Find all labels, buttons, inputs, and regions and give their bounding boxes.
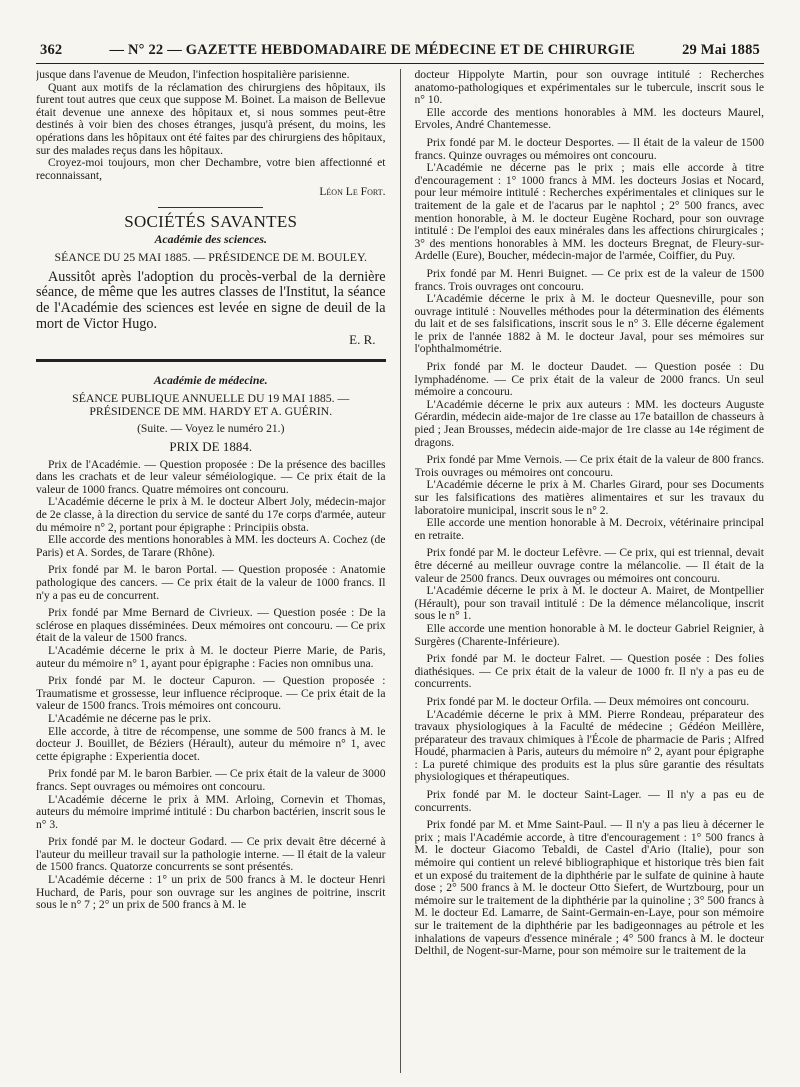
prize-paragraph: Prix de l'Académie. — Question proposée : De la présence des bacilles dans les crachats et de leur valeur séméiologique. — Ce prix était de la valeur de 1000 francs. Quatre mémoires ont concouru. [36, 457, 386, 496]
prize-paragraph: Prix fondé par M. Henri Buignet. — Ce prix est de la valeur de 1500 francs. Trois ouvrages ont concouru. [414, 266, 764, 293]
prize-paragraph: Prix fondé par M. le docteur Godard. — Ce prix devait être décerné à l'auteur du meilleur travail sur la pathologie interne. — Il était de la valeur de 1500 francs. Quatorze concurrents se sont présentés. [36, 835, 386, 874]
prize-year-title: PRIX DE 1884. [169, 439, 253, 455]
prize-paragraph: Elle accorde des mentions honorables à MM. les docteurs Maurel, Ervoles, André Chantemesse. [414, 105, 764, 132]
prize-paragraph: L'Académie décerne le prix à MM. Pierre Rondeau, préparateur des travaux physiologiques à la Faculté de médecine ; Gédéon Meillère, préparateur des travaux chimiques à l'École de pharmacie de Paris ; Alfred Houdé, pharmacien à Paris, auteurs du mémoire n° 2, ayant pour épigraphe : La pureté chimique des produits est la plus sûre garantie des résultats physiologiques et thérapeutiques. [414, 707, 764, 784]
right-column [415, 69, 765, 1073]
two-column-body [36, 69, 764, 1073]
prize-paragraph: Prix fondé par Mme Vernois. — Ce prix était de la valeur de 800 francs. Trois ouvrages ou mémoires ont concouru. [414, 453, 764, 479]
prize-paragraph: L'Académie décerne le prix à M. le docteur A. Mairet, de Montpellier (Hérault), pour son travail intitulé : De la démence mélancolique, inscrit sous le n° 1. [414, 584, 764, 623]
prize-paragraph: Prix fondé par M. le baron Barbier. — Ce prix était de la valeur de 3000 francs. Sept ouvrages ou mémoires ont concouru. [36, 767, 386, 793]
session-line: SÉANCE DU 25 MAI 1885. — PRÉSIDENCE DE M. BOULEY. [54, 250, 367, 265]
prize-paragraph: Prix fondé par M. le docteur Orfila. — Deux mémoires ont concouru. [426, 694, 750, 708]
issue-date: 29 Mai 1885 [682, 42, 760, 58]
column-divider [400, 69, 401, 1073]
prize-paragraph: Prix fondé par M. le docteur Daudet. — Question posée : Du lymphadénome. — Ce prix était de la valeur de 2000 francs. Un seul mémoire a concouru. [414, 360, 764, 399]
journal-title: GAZETTE HEBDOMADAIRE DE MÉDECINE ET DE CHIRURGIE [185, 42, 635, 58]
paragraph: Croyez-moi toujours, mon cher Dechambre, votre bien affectionné et reconnaissant, [36, 156, 386, 182]
prize-paragraph: L'Académie décerne le prix aux auteurs : MM. les docteurs Auguste Gérardin, médecin aide-major de 1re classe au 17e bataillon de chasseurs à pied ; Jean Brousses, médecin aide-major de 1re classe au 14e régiment de dragons. [414, 397, 764, 449]
prize-paragraph: Prix fondé par M. le docteur Desportes. — Il était de la valeur de 1500 francs. Quinze ouvrages ou mémoires ont concouru. [414, 135, 764, 162]
session-line: SÉANCE PUBLIQUE ANNUELLE DU 19 MAI 1885. — PRÉSIDENCE DE MM. HARDY ET A. GUÉRIN. [72, 391, 350, 418]
prize-paragraph: docteur Hippolyte Martin, pour son ouvrage intitulé : Recherches anatomo-pathologiques et expérimentales sur le tubercule, inscrit sous le n° 10. [414, 69, 764, 107]
prize-paragraph: Prix fondé par M. le baron Portal. — Question proposée : Anatomie pathologique des cancers. — Ce prix était de la valeur de 1000 francs. Il n'y a pas eu de concurrent. [36, 563, 386, 602]
prize-paragraph: Elle accorde une mention honorable à M. Decroix, vétérinaire principal en retraite. [414, 516, 764, 542]
issue-number: — N° 22 — [109, 42, 182, 58]
prize-paragraph: L'Académie décerne le prix à M. Charles Girard, pour ses Documents sur les falsifications des matières alimentaires et sur les travaux du laboratoire municipal, inscrit sous le n° 2. [414, 478, 764, 517]
author-initials: E. R. [349, 332, 376, 348]
announcement-paragraph: Aussitôt après l'adoption du procès-verbal de la dernière séance, de même que les autres classes de l'Institut, la séance de l'Académie des sciences est levée en signe de deuil de la mort de Victor Hugo. [36, 268, 386, 332]
journal-title-line [62, 42, 682, 59]
page-number: 362 [40, 42, 63, 58]
prize-paragraph: Prix fondé par M. le docteur Falret. — Question posée : Des folies diathésiques. — Ce prix était de la valeur de 1000 fr. Il n'y a pas eu de concurrents. [414, 652, 764, 691]
mourning-bar [36, 359, 386, 362]
prize-paragraph: Prix fondé par M. le docteur Lefèvre. — Ce prix, qui est triennal, devait être décerné au meilleur ouvrage contre la mélancolie. — Il était de la valeur de 2500 francs. Deux ouvrages ou mémoires ont concouru. [414, 546, 764, 585]
prize-paragraph: Prix fondé par M. le docteur Saint-Lager. — Il n'y a pas eu de concurrents. [414, 788, 764, 814]
prize-paragraph: Prix fondé par Mme Bernard de Civrieux. — Question posée : De la sclérose en plaques disséminées. Deux mémoires ont concouru. — Ce prix était de la valeur de 1500 francs. [36, 606, 386, 645]
divider [158, 207, 263, 208]
continuation-note: (Suite. — Voyez le numéro 21.) [137, 422, 285, 436]
left-column [36, 69, 386, 1073]
paragraph: jusque dans l'avenue de Meudon, l'infection hospitalière parisienne. [36, 69, 350, 81]
prize-paragraph: Elle accorde des mentions honorables à MM. les docteurs A. Cochez (de Paris) et A. Sordes, de Tarare (Rhône). [36, 533, 386, 559]
prize-paragraph: Elle accorde, à titre de récompense, une somme de 500 francs à M. le docteur J. Bouillet, de Béziers (Hérault), auteur du mémoire n° 1, avec cette épigraphe : Experientia docet. [36, 724, 386, 763]
academy-heading: Académie de médecine. [153, 372, 268, 387]
running-header [40, 42, 760, 59]
prize-paragraph: L'Académie décerne le prix à MM. Arloing, Cornevin et Thomas, auteurs du mémoire imprimé intitulé : Du charbon bactérien, inscrit sous le n° 3. [36, 792, 386, 831]
prize-paragraph: L'Académie décerne le prix à M. le docteur Albert Joly, médecin-major de 2e classe, à la direction du service de santé du 17e corps d'armée, auteur du mémoire n° 2, portant pour épigraphe : Principiis obsta. [36, 495, 386, 534]
prize-paragraph: Prix fondé par M. le docteur Capuron. — Question proposée : Traumatisme et grossesse, leur influence réciproque. — Ce prix était de la valeur de 1500 francs. Trois mémoires ont concouru. [36, 674, 386, 713]
paragraph: Quant aux motifs de la réclamation des chirurgiens des hôpitaux, ils furent tout autres que ceux que suppose M. Boinet. La maison de Bellevue était devenue une annexe des hôpitaux et, si nous sommes peut-être destinés à voir bien des choses étranges, jusqu'à présent, du moins, les opérations dans les hôpitaux ont été faites par des chirurgiens des hôpitaux, sur des malades reçus dans les hôpitaux. [36, 80, 386, 157]
academy-heading: Académie des sciences. [154, 231, 267, 246]
prize-paragraph: L'Académie ne décerne pas le prix ; mais elle accorde à titre d'encouragement : 1° 1000 francs à MM. les docteurs Josias et Nocard, pour leur mémoire intitulé : Recherches expérimentales et cliniques sur le traitement de la gale et de l'acarus par le naphtol ; 2° 500 francs, avec mention honorable, à M. le docteur Eugène Rochard, pour son ouvrage intitulé : De l'emploi des eaux minérales dans les affections chirurgicales ; 3° des mentions honorables à MM. les docteurs Bregnat, de Fleury-sur-Ardelle (Eure), Boucher, médecin-major de l'armée, Coiffier, du Puy. [414, 161, 764, 263]
prize-paragraph: L'Académie décerne le prix à M. le docteur Quesneville, pour son ouvrage intitulé : Nouvelles méthodes pour la détermination des éléments du lait et de ses falsifications, inscrit sous le n° 3. Elle décerne également le prix de l'année 1882 à M. le docteur Javal, pour ses mémoires sur l'ophthalmométrie. [414, 292, 764, 356]
prize-paragraph: Elle accorde une mention honorable à M. le docteur Gabriel Reignier, à Surgères (Charente-Inférieure). [414, 621, 764, 648]
prize-paragraph: Prix fondé par M. et Mme Saint-Paul. — Il n'y a pas lieu à décerner le prix ; mais l'Académie accorde, à titre d'encouragement : 1° 500 francs à M. le docteur Giacomo Tebaldi, de Castel d'Ario (Italie), pour son mémoire qui contient un relevé bibliographique et historique très bien fait et un exposé du traitement de la diphthérie par le sulfate de quinine à haute dose ; 2° 500 francs à M. le docteur Otto Siefert, de Wurtzbourg, pour un mémoire sur le traitement de la diphthérie par la quinoline ; 3° 500 francs à M. le docteur Ed. Lamarre, de Saint-Germain-en-Laye, pour son mémoire sur le traitement de la diphthérie par les badigeonnages au pétrole et les inhalations de vapeurs d'essence minérale ; 4° 500 francs à M. le docteur Delthil, de Nogent-sur-Marne, pour son mémoire sur le traitement de la [414, 818, 764, 958]
prize-paragraph: L'Académie décerne le prix à M. le docteur Pierre Marie, de Paris, auteur du mémoire n° 1, ayant pour épigraphe : Facies non omnibus una. [36, 643, 386, 670]
letter-signature: Léon Le Fort. [319, 185, 386, 199]
prize-paragraph: L'Académie ne décerne pas le prix. [48, 711, 212, 725]
header-rule [36, 63, 764, 64]
prize-paragraph: L'Académie décerne : 1° un prix de 500 francs à M. le docteur Henri Huchard, de Paris, pour son ouvrage sur les angines de poitrine, inscrit sous le n° 7 ; 2° un prix de 500 francs à M. le [36, 873, 386, 912]
section-title: SOCIÉTÉS SAVANTES [124, 211, 298, 231]
